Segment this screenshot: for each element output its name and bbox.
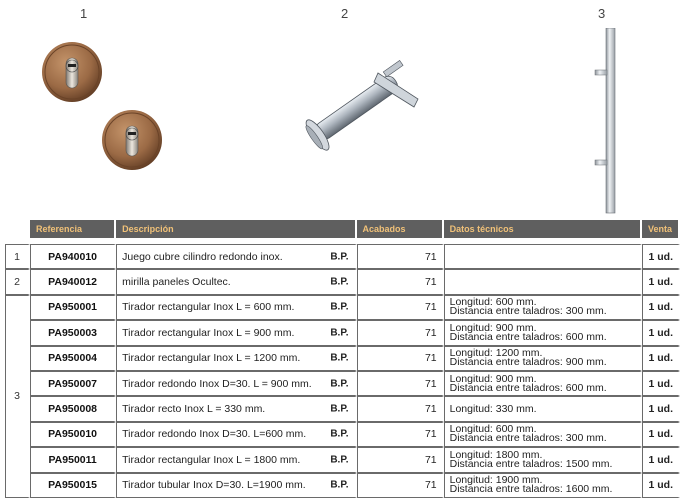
description-text: Tirador recto Inox L = 330 mm. [122, 403, 266, 416]
technical-length: Longitud: 1900 mm. [449, 474, 543, 487]
technical-length: Longitud: 1200 mm. [449, 347, 543, 360]
finish-code: 71 [357, 346, 444, 371]
reference-code: PA950001 [30, 295, 116, 320]
header-descripcion: Descripción [116, 220, 356, 238]
door-viewer-icon [290, 55, 425, 160]
cylinder-cover-rosette-icon [40, 40, 170, 175]
bp-label: B.P. [330, 403, 349, 415]
technical-hole-distance: Distancia entre taladros: 1600 mm. [449, 483, 613, 496]
reference-code: PA940010 [30, 244, 116, 269]
reference-code: PA950010 [30, 422, 116, 447]
technical-data [444, 295, 642, 320]
table-row [5, 473, 680, 498]
finish-code: 71 [357, 371, 444, 396]
description-cell [116, 244, 356, 269]
technical-hole-distance: Distancia entre taladros: 600 mm. [449, 381, 607, 394]
technical-data [444, 422, 642, 447]
product-number-2: 2 [341, 6, 349, 21]
table-row [5, 269, 680, 294]
technical-data [444, 346, 642, 371]
description-cell [116, 396, 356, 421]
header-acabados: Acabados [357, 220, 444, 238]
reference-code: PA940012 [30, 269, 116, 294]
header-venta: Venta [642, 220, 680, 238]
sale-unit: 1 ud. [642, 346, 680, 371]
technical-data [444, 371, 642, 396]
product-number-3: 3 [598, 6, 606, 21]
reference-code: PA950003 [30, 320, 116, 345]
description-text: Tirador tubular Inox D=30. L=1900 mm. [122, 479, 306, 492]
technical-length: Longitud: 900 mm. [449, 321, 537, 334]
table-row [5, 320, 680, 345]
technical-hole-distance: Distancia entre taladros: 600 mm. [449, 330, 607, 343]
finish-code: 71 [357, 422, 444, 447]
description-text: Tirador redondo Inox D=30. L = 900 mm. [122, 377, 312, 390]
description-cell [116, 295, 356, 320]
group-number: 2 [5, 269, 30, 294]
technical-length: Longitud: 600 mm. [449, 423, 537, 436]
bp-label: B.P. [330, 301, 349, 313]
header-group-spacer [5, 220, 30, 238]
bp-label: B.P. [330, 352, 349, 364]
description-text: Tirador rectangular Inox L = 600 mm. [122, 301, 295, 314]
technical-hole-distance: Distancia entre taladros: 300 mm. [449, 432, 607, 445]
finish-code: 71 [357, 320, 444, 345]
sale-unit: 1 ud. [642, 269, 680, 294]
finish-code: 71 [357, 269, 444, 294]
bp-label: B.P. [330, 276, 349, 288]
sale-unit: 1 ud. [642, 396, 680, 421]
header-datos: Datos técnicos [444, 220, 642, 238]
bp-label: B.P. [330, 479, 349, 491]
technical-data [444, 320, 642, 345]
sale-unit: 1 ud. [642, 422, 680, 447]
description-cell [116, 269, 356, 294]
description-text: Tirador rectangular Inox L = 900 mm. [122, 326, 295, 339]
technical-length: Longitud: 900 mm. [449, 372, 537, 385]
reference-code: PA950007 [30, 371, 116, 396]
bp-label: B.P. [330, 327, 349, 339]
table-row [5, 346, 680, 371]
sale-unit: 1 ud. [642, 473, 680, 498]
finish-code: 71 [357, 244, 444, 269]
finish-code: 71 [357, 396, 444, 421]
table-row [5, 447, 680, 472]
table-row [5, 295, 680, 320]
finish-code: 71 [357, 295, 444, 320]
reference-code: PA950011 [30, 447, 116, 472]
description-text: Juego cubre cilindro redondo inox. [122, 250, 283, 263]
technical-hole-distance: Distancia entre taladros: 900 mm. [449, 356, 607, 369]
bp-label: B.P. [330, 428, 349, 440]
description-text: Tirador redondo Inox D=30. L=600 mm. [122, 428, 307, 441]
catalog-table [5, 220, 680, 498]
technical-hole-distance: Distancia entre taladros: 1500 mm. [449, 457, 613, 470]
reference-code: PA950008 [30, 396, 116, 421]
sale-unit: 1 ud. [642, 320, 680, 345]
technical-data [444, 244, 642, 269]
sale-unit: 1 ud. [642, 295, 680, 320]
technical-length: Longitud: 600 mm. [449, 296, 537, 309]
description-cell [116, 447, 356, 472]
sale-unit: 1 ud. [642, 244, 680, 269]
table-row [5, 422, 680, 447]
description-text: Tirador rectangular Inox L = 1200 mm. [122, 352, 301, 365]
description-text: Tirador rectangular Inox L = 1800 mm. [122, 453, 301, 466]
bp-label: B.P. [330, 378, 349, 390]
technical-length: Longitud: 1800 mm. [449, 448, 543, 461]
table-row [5, 371, 680, 396]
group-number: 1 [5, 244, 30, 269]
technical-data [444, 269, 642, 294]
finish-code: 71 [357, 447, 444, 472]
bp-label: B.P. [330, 251, 349, 263]
table-header-row [5, 220, 680, 238]
description-cell [116, 371, 356, 396]
description-cell [116, 346, 356, 371]
header-referencia: Referencia [30, 220, 116, 238]
technical-hole-distance: Distancia entre taladros: 300 mm. [449, 305, 607, 318]
technical-length: Longitud: 330 mm. [449, 402, 537, 415]
technical-data [444, 396, 642, 421]
technical-data [444, 447, 642, 472]
reference-code: PA950004 [30, 346, 116, 371]
technical-data [444, 473, 642, 498]
description-cell [116, 473, 356, 498]
table-row [5, 396, 680, 421]
description-text: mirilla paneles Ocultec. [122, 276, 231, 289]
description-cell [116, 422, 356, 447]
table-row [5, 244, 680, 269]
sale-unit: 1 ud. [642, 371, 680, 396]
finish-code: 71 [357, 473, 444, 498]
bar-handle-icon [590, 28, 630, 218]
description-cell [116, 320, 356, 345]
bp-label: B.P. [330, 454, 349, 466]
group-number: 3 [5, 295, 30, 498]
sale-unit: 1 ud. [642, 447, 680, 472]
product-number-1: 1 [80, 6, 88, 21]
reference-code: PA950015 [30, 473, 116, 498]
